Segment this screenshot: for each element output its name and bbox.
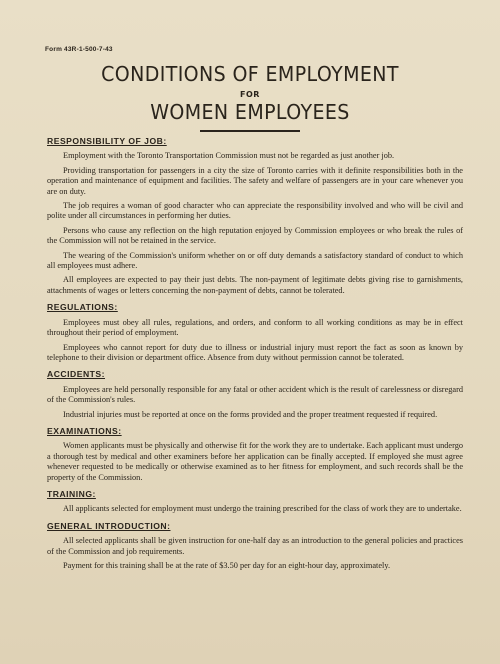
section-regulations — [47, 302, 463, 363]
paragraph: Industrial injuries must be reported at once on the forms provided and the proper treatment requested if required. — [63, 409, 438, 419]
paragraph: Persons who cause any reflection on the high reputation enjoyed by Commission employees or who break the rules of the Commission will not be retained in the service. — [47, 225, 463, 246]
section-heading: ACCIDENTS: — [47, 369, 105, 380]
section-examinations — [47, 426, 463, 483]
paragraph: Employees who cannot report for duty due to illness or industrial injury must report the fact as soon as known by telephone to their division or department office. Absence from duty without permission cannot be tolerated. — [47, 342, 463, 362]
document-subtitle: WOMEN EMPLOYEES — [150, 100, 350, 124]
paragraph: Employment with the Toronto Transportation Commission must not be regarded as just another job. — [63, 151, 395, 161]
title-divider — [200, 130, 300, 132]
paragraph: The wearing of the Commission's uniform whether on or off duty demands a satisfactory standard of conduct to which all employees must adhere. — [47, 250, 463, 271]
document-title: CONDITIONS OF EMPLOYMENT — [101, 62, 399, 86]
paragraph: All applicants selected for employment must undergo the training prescribed for the class of work they are to undertake. — [63, 504, 462, 514]
paragraph: Employees are held personally responsible for any fatal or other accident which is the result of carelessness or disregard of the Commission's rules. — [47, 384, 463, 405]
section-heading: RESPONSIBILITY OF JOB: — [47, 136, 167, 146]
paragraph: Providing transportation for passengers in a city the size of Toronto carries with it definite responsibilities both in the operation and maintenance of equipment and facilities. The safety and welfare of passengers are in your care whenever you are on duty. — [47, 165, 463, 196]
paragraph: Women applicants must be physically and otherwise fit for the work they are to undertake. Each applicant must undergo a thorough test by medical and other examiners before her application can be finally accepted. If employed she must agree whenever requested to be medically or otherwise examined as to her fitness for employment, and such records shall be the property of the Commission. — [47, 441, 463, 482]
paragraph: All employees are expected to pay their just debts. The non-payment of legitimate debts giving rise to garnishments, attachments of wages or letters concerning the non-payment of debts, cannot be tolerated. — [47, 275, 463, 295]
section-accidents — [47, 369, 463, 420]
title-connector: FOR — [240, 90, 260, 99]
paragraph: Payment for this training shall be at the rate of $3.50 per day for an eight-hour day, approximately. — [63, 561, 391, 570]
section-training — [47, 489, 463, 515]
section-heading: EXAMINATIONS: — [47, 425, 122, 436]
section-heading: GENERAL INTRODUCTION: — [47, 520, 171, 531]
section-heading: TRAINING: — [47, 488, 96, 499]
section-general-introduction — [47, 521, 463, 572]
section-responsibility — [47, 136, 463, 296]
form-number: Form 43R-1-500-7-43 — [45, 46, 113, 53]
paragraph: All selected applicants shall be given instruction for one-half day as an introduction to the general policies and practices of the Commission and job requirements. — [47, 536, 463, 556]
section-heading: REGULATIONS: — [47, 302, 118, 313]
paragraph: Employees must obey all rules, regulations, and orders, and conform to all working conditions as may be in effect throughout their period of employment. — [47, 317, 463, 338]
document-body — [47, 136, 463, 577]
paragraph: The job requires a woman of good character who can appreciate the responsibility involved and who will be civil and polite under all circumstances in performing her duties. — [47, 201, 463, 221]
